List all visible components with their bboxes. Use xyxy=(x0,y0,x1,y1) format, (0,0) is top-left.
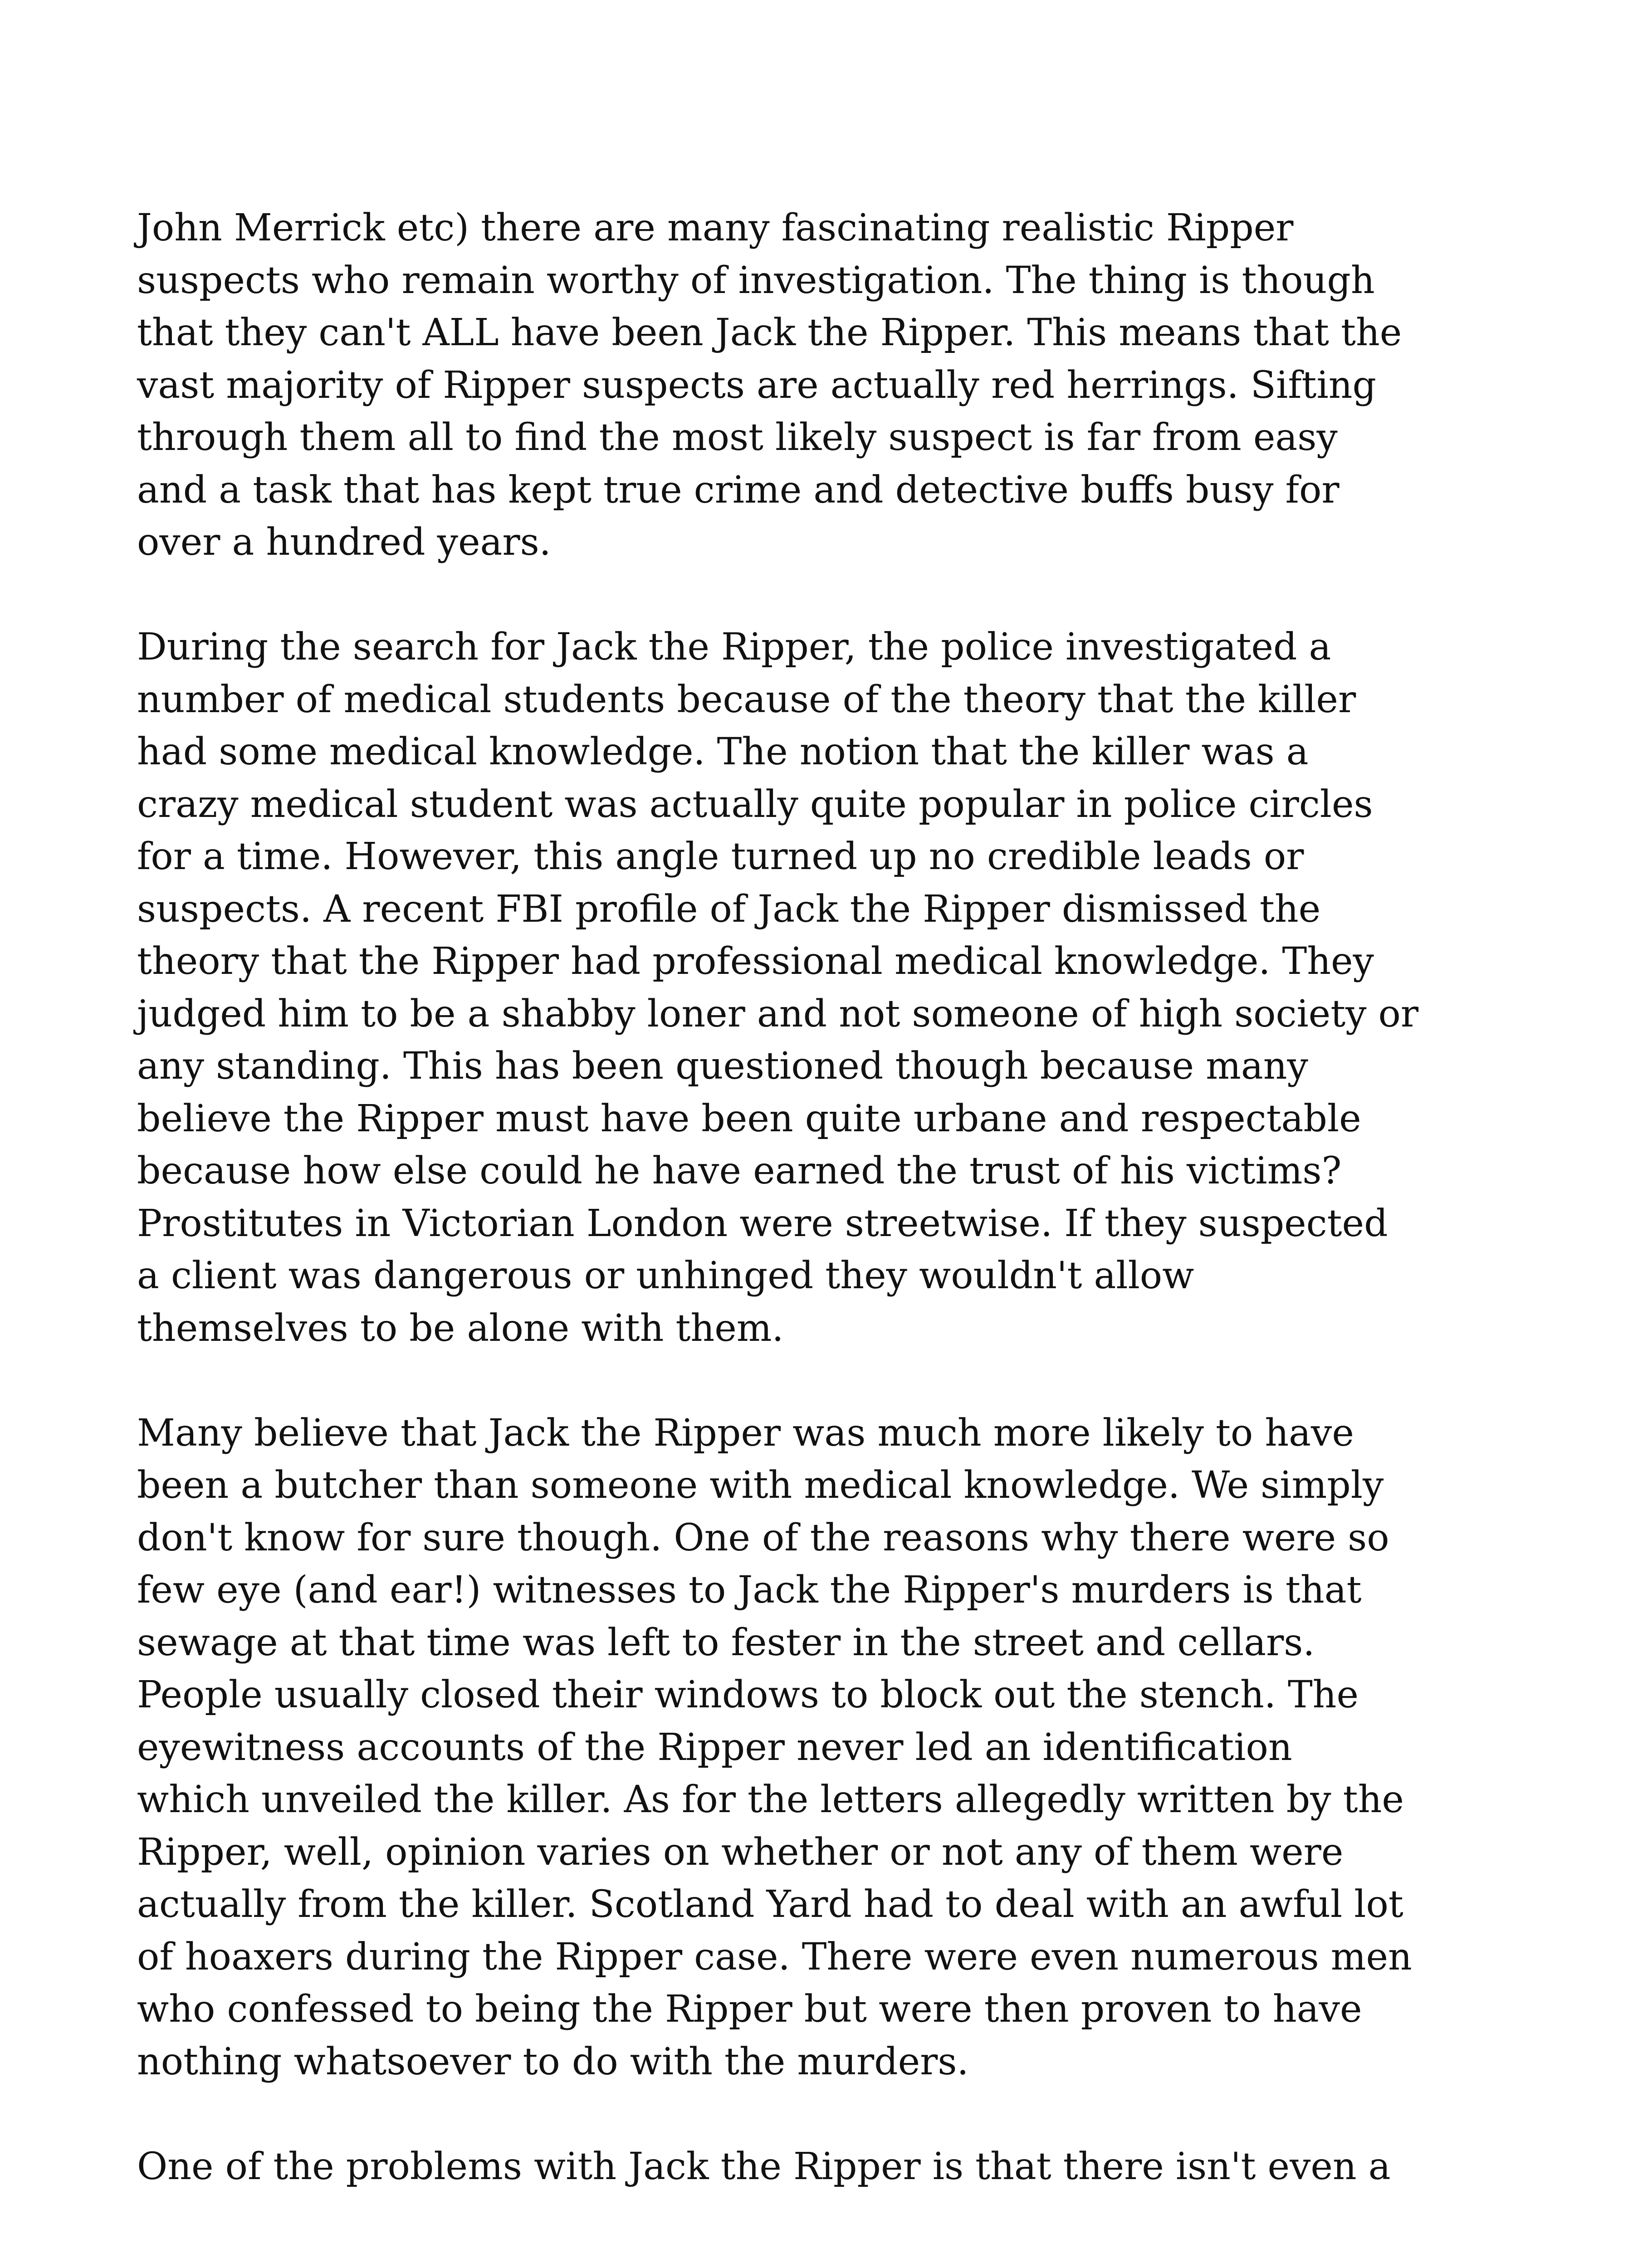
text-line: and a task that has kept true crime and detective buffs busy for xyxy=(137,468,1340,512)
text-line: that they can't ALL have been Jack the Ripper. This means that the xyxy=(137,311,1402,354)
text-line: a client was dangerous or unhinged they wouldn't allow xyxy=(137,1254,1194,1297)
paragraph-gap xyxy=(137,569,1434,621)
text-line: believe the Ripper must have been quite urbane and respectable xyxy=(137,1097,1361,1140)
body-text xyxy=(137,202,1434,2193)
paragraph-gap xyxy=(137,2088,1434,2141)
text-line: any standing. This has been questioned though because many xyxy=(137,1045,1308,1088)
text-line: of hoaxers during the Ripper case. There were even numerous men xyxy=(137,1935,1412,1979)
paragraph-1 xyxy=(137,202,1434,569)
text-line: Many believe that Jack the Ripper was much more likely to have xyxy=(137,1411,1354,1455)
text-line: Ripper, well, opinion varies on whether or not any of them were xyxy=(137,1830,1344,1874)
text-line: People usually closed their windows to block out the stench. The xyxy=(137,1673,1359,1716)
text-line: suspects. A recent FBI profile of Jack the Ripper dismissed the xyxy=(137,887,1321,931)
text-line: theory that the Ripper had professional medical knowledge. They xyxy=(137,940,1374,983)
text-line: don't know for sure though. One of the reasons why there were so xyxy=(137,1516,1389,1559)
text-line: nothing whatsoever to do with the murders. xyxy=(137,2040,969,2083)
text-line: John Merrick etc) there are many fascinating realistic Ripper xyxy=(137,206,1294,249)
text-line: sewage at that time was left to fester in the street and cellars. xyxy=(137,1621,1315,1664)
text-line: crazy medical student was actually quite popular in police circles xyxy=(137,782,1373,826)
text-line: judged him to be a shabby loner and not someone of high society or xyxy=(137,992,1419,1036)
paragraph-gap xyxy=(137,1354,1434,1407)
text-line: for a time. However, this angle turned up no credible leads or xyxy=(137,835,1304,878)
text-line: through them all to find the most likely suspect is far from easy xyxy=(137,416,1338,459)
text-line: which unveiled the killer. As for the letters allegedly written by the xyxy=(137,1778,1404,1821)
paragraph-3 xyxy=(137,1407,1434,2088)
text-line: During the search for Jack the Ripper, the police investigated a xyxy=(137,626,1331,669)
text-line: themselves to be alone with them. xyxy=(137,1306,784,1350)
paragraph-4 xyxy=(137,2141,1434,2193)
text-line: Prostitutes in Victorian London were streetwise. If they suspected xyxy=(137,1202,1388,1245)
text-line: who confessed to being the Ripper but were then proven to have xyxy=(137,1988,1362,2031)
text-line: been a butcher than someone with medical knowledge. We simply xyxy=(137,1464,1384,1507)
text-line: vast majority of Ripper suspects are actually red herrings. Sifting xyxy=(137,363,1377,407)
text-line: number of medical students because of the theory that the killer xyxy=(137,678,1356,721)
text-line: few eye (and ear!) witnesses to Jack the Ripper's murders is that xyxy=(137,1569,1362,1612)
text-line: because how else could he have earned the trust of his victims? xyxy=(137,1149,1342,1193)
text-line: had some medical knowledge. The notion that the killer was a xyxy=(137,730,1309,773)
text-line: eyewitness accounts of the Ripper never led an identification xyxy=(137,1725,1292,1769)
text-line: One of the problems with Jack the Ripper is that there isn't even a xyxy=(137,2145,1391,2188)
paragraph-2 xyxy=(137,621,1434,1354)
text-line: actually from the killer. Scotland Yard had to deal with an awful lot xyxy=(137,1883,1403,1926)
text-line: over a hundred years. xyxy=(137,521,551,564)
text-line: suspects who remain worthy of investigation. The thing is though xyxy=(137,259,1375,302)
